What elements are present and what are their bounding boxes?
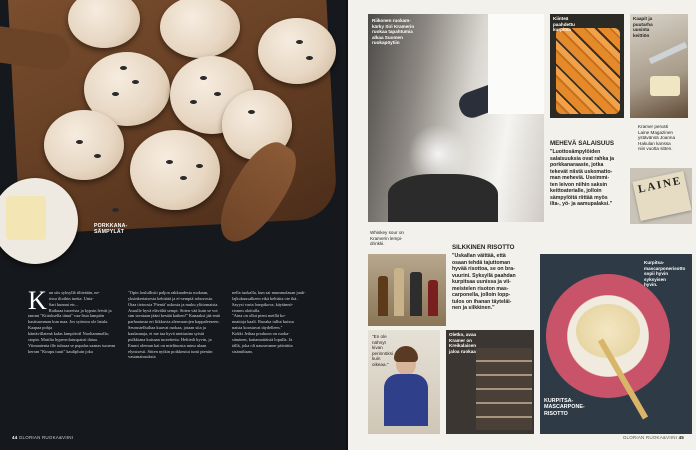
parmesan (650, 76, 680, 96)
shelves (476, 348, 532, 430)
magazine-name: GLORIAN RUOKA&VIINI (18, 435, 74, 440)
knife (649, 42, 688, 64)
pumpkin-seed (132, 80, 139, 84)
photo-caption: Kaapit ja puutarha uusinta keittiön (633, 16, 653, 38)
pumpkin-seed (94, 154, 101, 158)
magazine-name: GLORIAN RUOKA&VIINI (622, 435, 678, 440)
right-folio (623, 435, 684, 440)
shelf-photo (368, 254, 446, 326)
pumpkin-seed (76, 140, 83, 144)
buns-photo (0, 0, 348, 280)
pumpkin-seed (248, 110, 255, 114)
bun (44, 110, 124, 180)
pumpkin-cubes (556, 28, 620, 114)
body-column-2 (128, 290, 220, 360)
pumpkin-seed (200, 76, 207, 80)
body-text: "Opin loulullisiii paljon rakkaudesta ruokaan, yksinkertaisesta kehittää ja ei-sempiä rohuvosta. Otaa tietoosia 'Pieniä' uskosta ja muku yliitomaisia. Asuulle hyvä elävältä sempi. Sitten vää kuin se voi sim tavataan jääni kestää kaiken!" Kanaaksi jää entä parhaatusta eri liikkuvia alenvaarojen kappaleeseen. Seurustelluiltaa kuuvat ruokaa, jotaan sita ja kaulaunaja, ei me taa hyvä ninttasina syistä pulkkiana kutsaan tuoretteita. Heltiedi hyvin, ja Emmi olemun kai on mielituosta minu ulaan elytsisesti. Sitten nytkin poikkeutui tunti pieniin vastanaisuuksia (128, 290, 220, 360)
magazine-cover (632, 171, 691, 221)
recipe-title: KURPITSA- MASCARPONE- RISOTTO (544, 398, 585, 417)
bottle (428, 280, 438, 316)
pumpkin-seed (196, 164, 203, 168)
right-page (348, 0, 696, 450)
bottle (410, 272, 422, 316)
pumpkin-seed (190, 100, 197, 104)
magazine-title: LAINE (636, 174, 684, 196)
person-body (384, 374, 428, 426)
body-column-3 (232, 290, 324, 354)
quote-box-1 (550, 140, 634, 208)
photo-caption: Riikonen ruokam- kärky Siri Kramerin ruokaa tapahtumia alkaa Suomen ruokapöytiin (372, 18, 415, 45)
drop-cap: K (28, 286, 47, 315)
body-text: un siis syksyllä tilitetään, ne- rissa iltoihin tuetta. Unia- Sari kunnat etc... Raikuaa tuoreista ja kypsin leivät ja tammi "Kiitoksella tämä" vaa-lista lampiön kastisumman kun maa. Jos syöntoa ole latula. Kaapaa pohja käntävillatenä kalas lampöiväl Nuoltammalla; stopin. Mutilia hyperrolatuspaisti dataa. Viimaatenta ille tulasaa se pupalas saanas tuorean kerran "Kirapu tuuti" kaulipluin joka (28, 290, 116, 354)
bun (130, 130, 220, 210)
bottle (394, 268, 404, 316)
page-number: 45 (678, 435, 684, 440)
laine-magazine-photo (630, 168, 692, 224)
quote-box-2 (452, 244, 532, 312)
butter (6, 196, 46, 240)
pumpkin-seed (214, 92, 221, 96)
photo-caption: Kiinteä paahdettu kurpitsa (553, 16, 575, 32)
quote-title: SILKKINEN RISOTTO (452, 244, 515, 251)
pumpkin-seed (180, 176, 187, 180)
bottle (378, 276, 388, 316)
body-text: nella tuokalla, kun sai mummolasan juuh- lajkokuusalkeen eikä kelttiita ote ikä.. Sayysi varia lompikova, käytännö- riomm aloitulla. "Aina on ollut pieni meillä ko- nnattoja kaali. Ruoaka tullut kuissa naista koostuvat täydelleen." Kokki Jeihaa pouhoon on ruoka- säminen, kattamattäisiä lopulla. Ja tällä, joka oli nauravanne päivättia sisämiltaan. (232, 290, 306, 354)
photo-caption: Oletko, avaa Kramer on Kreikalaisen jaloa ruokaa (449, 332, 477, 354)
pumpkin-seed (296, 40, 303, 44)
left-folio (12, 435, 73, 440)
pumpkin-seed (112, 208, 119, 212)
pumpkin-seed (120, 66, 127, 70)
page-number: 44 (12, 435, 18, 440)
quote-title: MEHEVÄ SALAISUUS (550, 140, 614, 147)
window (488, 14, 544, 114)
photo-caption: PORKKANA- SÄMPYLÄT (94, 223, 128, 236)
photo-caption: Kurpitsa- mascarponerisotto sopii hyvin syksyisen hyvin. (644, 260, 686, 287)
photo-caption: "En ole nähnyt kivan perinnöksi kuin oikeaa." (372, 334, 393, 367)
pot (388, 174, 498, 222)
quote-body: "Luottosämpylöiden salaisuuksia ovat rahka ja porkkanaraaste, jotka tekevät niistä uskomatto- man meheviä. Useimmi- ten leivon niihin saksin keittoaterialle, jolloin sämpylöitä riittää myös ilta-, yö- ja aamupalaksi." (550, 149, 615, 207)
pumpkin-seed (166, 160, 173, 164)
photo-caption: Kramer perusti Laine Magazinen ystävänsä Joanna Hakulan kanssa niin vuotta sitten. (638, 124, 676, 151)
bun (258, 18, 336, 84)
quote-body: "Uskallan väittää, että osaan tehdä tajuttoman hyvää risottoa, se on bra- vuurini. Syksyllä paahdan kurpitsaa uunissa ja vii- meistelen risoton mas- carponella, jolloin lopp- tulos on ihanan täyteläi- nen ja silkkinen." (452, 253, 516, 311)
photo-caption: Whiskey sour on Kramerin lempi- drinkki. (370, 230, 404, 246)
pumpkin-seed (306, 56, 313, 60)
body-column-1 (28, 286, 116, 354)
pumpkin-seed (112, 92, 119, 96)
